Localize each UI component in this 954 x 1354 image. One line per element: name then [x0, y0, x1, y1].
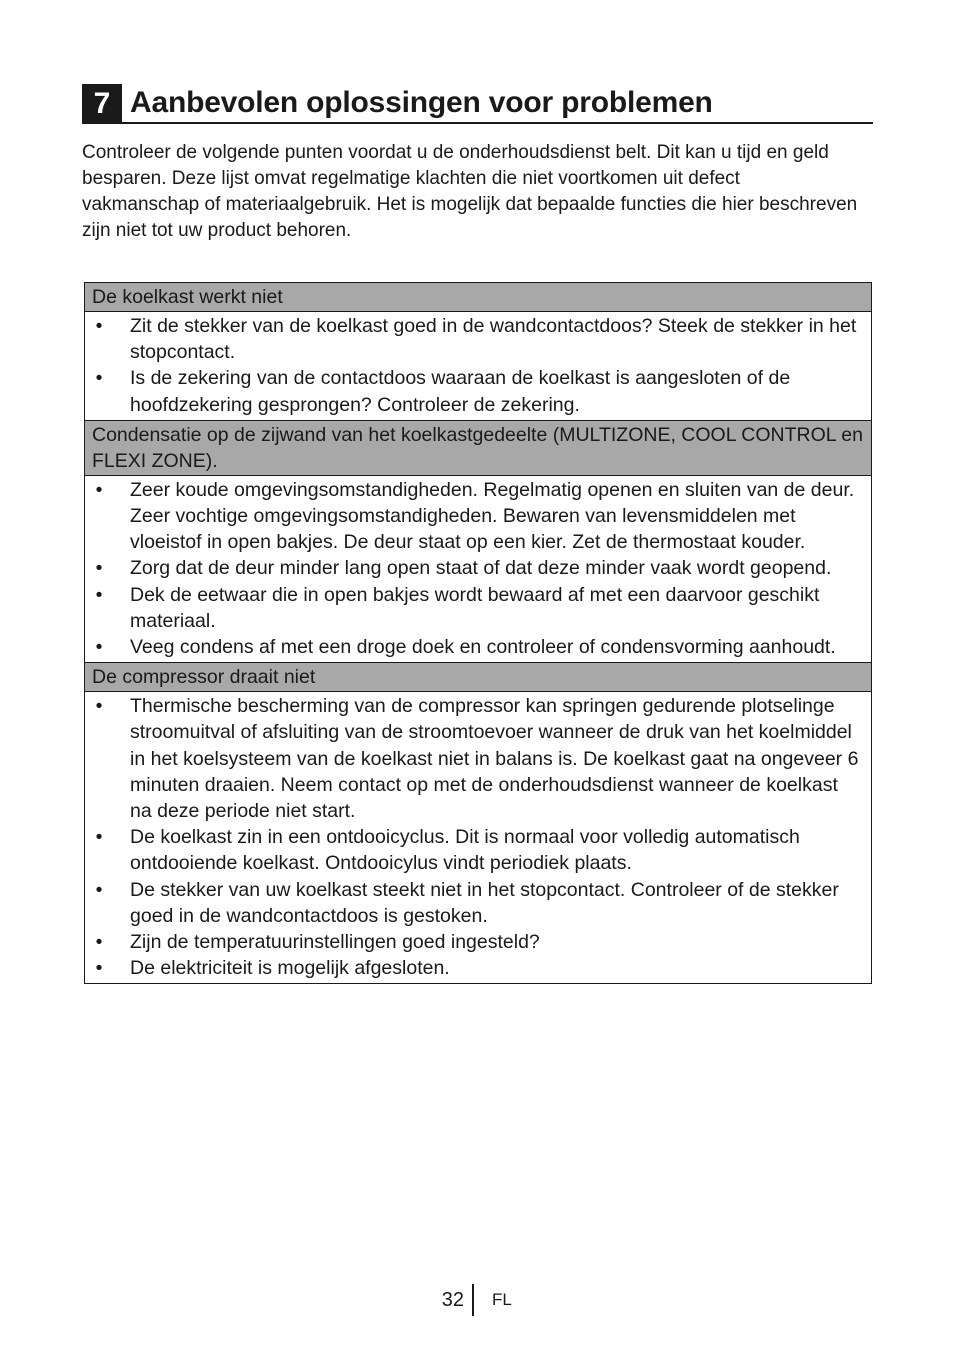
page-number: 32	[441, 1289, 464, 1311]
bullet-icon: •	[95, 557, 103, 580]
section-header-compressor: De compressor draait niet	[85, 663, 871, 692]
bullet-icon: •	[95, 931, 103, 954]
bullet-list	[85, 693, 863, 981]
section-body-condensation	[85, 476, 871, 663]
section-body-compressor	[85, 692, 871, 983]
list-item-text: De elektriciteit is mogelijk afgesloten.	[130, 957, 450, 980]
bullet-icon: •	[95, 878, 103, 901]
bullet-icon: •	[95, 957, 103, 980]
bullet-icon: •	[95, 695, 103, 718]
list-item-text: Zorg dat de deur minder lang open staat of dat deze minder vaak wordt geopend.	[130, 557, 832, 580]
list-item-text: Zit de stekker van de koelkast goed in de wandcontactdoos? Steek de stekker in het stopcontact.	[130, 315, 857, 364]
bullet-icon: •	[95, 636, 103, 659]
section-header-condensation: Condensatie op de zijwand van het koelkastgedeelte (MULTIZONE, COOL CONTROL en FLEXI ZONE).	[85, 421, 871, 476]
list-item	[85, 365, 863, 417]
bullet-icon: •	[95, 315, 103, 337]
footer-divider	[472, 1284, 474, 1316]
chapter-title: Aanbevolen oplossingen voor problemen	[130, 86, 713, 119]
list-item	[85, 955, 863, 981]
bullet-icon: •	[95, 478, 103, 501]
list-item-text: Zijn de temperatuurinstellingen goed ingesteld?	[130, 931, 540, 954]
list-item	[85, 929, 863, 955]
list-item-text: De stekker van uw koelkast steekt niet in het stopcontact. Controleer of de stekker goed in de wandcontactdoos is gestoken.	[130, 878, 839, 927]
page-footer	[0, 1284, 954, 1316]
list-item-text: Veeg condens af met een droge doek en controleer of condensvorming aanhoudt.	[130, 636, 836, 659]
list-item	[85, 477, 863, 556]
list-item	[85, 824, 863, 876]
bullet-list	[85, 477, 863, 660]
list-item	[85, 555, 863, 581]
list-item-text: Dek de eetwaar die in open bakjes wordt bewaard af met een daarvoor geschikt materiaal.	[130, 583, 820, 632]
list-item-text: Is de zekering van de contactdoos waaraan de koelkast is aangesloten of de hoofdzekering gesprongen? Controleer de zekering.	[130, 367, 791, 416]
list-item	[85, 877, 863, 929]
list-item	[85, 582, 863, 634]
list-item-text: De koelkast zin in een ontdooicyclus. Dit is normaal voor volledig automatisch ontdooiende koelkast. Ontdooicylus vindt periodiek plaats.	[130, 826, 800, 875]
bullet-icon: •	[95, 367, 103, 390]
intro-paragraph: Controleer de volgende punten voordat u de onderhoudsdienst belt. Dit kan u tijd en geld besparen. Deze lijst omvat regelmatige klachten die niet voortkomen uit defect vakmanschap of materiaalgebruik. Het is mogelijk dat bepaalde functies die hier beschreven zijn niet tot uw product behoren.	[82, 142, 858, 241]
list-item-text: Thermische bescherming van de compressor kan springen gedurende plotselinge stroomuitval of afsluiting van de stroomtoevoer wanneer de druk van het koelmiddel in het koelsysteem van de koelkast niet in balans is. De koelkast gaat na ongeveer 6 minuten draaien. Neem contact op met de onderhoudsdienst wanneer de koelkast na deze periode niet start.	[130, 695, 859, 823]
bullet-icon: •	[95, 583, 103, 606]
chapter-number: 7	[82, 84, 122, 124]
section-header-not-working: De koelkast werkt niet	[85, 283, 871, 312]
list-item	[85, 693, 863, 824]
list-item	[85, 634, 863, 660]
list-item-text: Zeer koude omgevingsomstandigheden. Regelmatig openen en sluiten van de deur. Zeer vochtige omgevingsomstandigheden. Bewaren van levensmiddelen met vloeistof in open bakjes. De deur staat op een kier. Zet de thermostaat kouder.	[130, 478, 855, 554]
bullet-list	[85, 313, 863, 418]
troubleshooting-table	[84, 282, 872, 984]
list-item	[85, 313, 863, 365]
section-body-not-working	[85, 312, 871, 421]
bullet-icon: •	[95, 826, 103, 849]
language-code: FL	[492, 1290, 512, 1309]
chapter-heading	[82, 82, 873, 124]
